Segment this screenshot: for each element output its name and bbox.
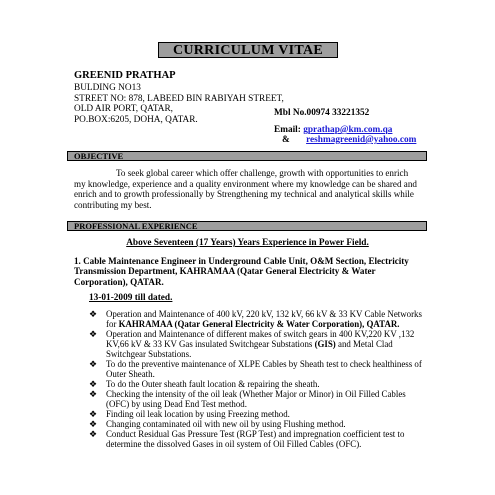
duties-list — [89, 309, 424, 449]
email-row-1 — [274, 125, 392, 135]
job-date: 13-01-2009 till dated. — [89, 293, 173, 303]
list-item — [89, 379, 424, 389]
objective-heading: OBJECTIVE — [67, 151, 427, 161]
bullet-8-text: Conduct Residual Gas Pressure Test (RGP Test) and impregnation coefficient test to determine the dissolved Gases in oil system of Oil Filled Cables (OFC). — [106, 429, 405, 449]
experience-heading: PROFESSIONAL EXPERIENCE — [67, 221, 427, 231]
applicant-name: GREENID PRATHAP — [74, 70, 176, 81]
job-title: 1. Cable Maintenance Engineer in Underground Cable Unit, O&M Section, Electricity Transmission Department, KAHRAMAA (Qatar General Electricity & Water Corporation), QATAR. — [74, 256, 409, 287]
email-row-2 — [282, 135, 416, 145]
bullet-6-text: Finding oil leak location by using Freezing method. — [106, 409, 290, 419]
address-line-2: STREET NO: 878, LABEED BIN RABIYAH STREET, — [74, 93, 284, 104]
list-item — [89, 359, 424, 379]
diamond-bullet-icon: ❖ — [89, 309, 98, 319]
mobile-number: Mbl No.00974 33221352 — [274, 108, 370, 118]
diamond-bullet-icon: ❖ — [89, 359, 98, 369]
diamond-bullet-icon: ❖ — [89, 409, 98, 419]
bullet-2-text: Operation and Maintenance of different makes of switch gears in 400 KV,220 KV ,132 KV,66 kV & 33 KV Gas insulated Switchgear Substations — [106, 329, 415, 349]
email-label: Email: — [274, 125, 301, 135]
address-line-3: OLD AIR PORT, QATAR, — [74, 104, 173, 114]
list-item — [89, 409, 424, 419]
diamond-bullet-icon: ❖ — [89, 389, 98, 399]
bullet-1-bold: KAHRAMAA (Qatar General Electricity & Water Corporation), QATAR. — [118, 319, 400, 329]
list-item — [89, 429, 424, 449]
diamond-bullet-icon: ❖ — [89, 429, 98, 439]
email-link-2[interactable]: reshmagreenid@yahoo.com — [306, 135, 417, 145]
bullet-1-text: Operation and Maintenance of 400 kV, 220 kV, 132 kV, 66 kV & 33 KV Cable Networks for — [106, 309, 422, 329]
bullet-4-text: To do the Outer sheath fault location & repairing the sheath. — [106, 379, 320, 389]
cv-title: CURRICULUM VITAE — [158, 42, 338, 58]
diamond-bullet-icon: ❖ — [89, 379, 98, 389]
bullet-2-tail: and Metal Clad Switchgear Substations. — [106, 339, 393, 359]
bullet-3-text: To do the preventive maintenance of XLPE Cables by Sheath test to check healthiness of Outer Sheath. — [106, 359, 422, 379]
address-line-1: BULDING NO13 — [74, 83, 141, 93]
email-link-1[interactable]: gprathap@km.com.qa — [303, 125, 393, 135]
address-line-4: PO.BOX:6205, DOHA, QATAR. — [74, 114, 198, 125]
bullet-5-text: Checking the intensity of the oil leak (Whether Major or Minor) in Oil Filled Cables (OFC) by using Dead End Test method. — [106, 389, 406, 409]
experience-summary-end: . — [366, 238, 369, 248]
bullet-7-text: Changing contaminated oil with new oil by using Flushing method. — [106, 419, 346, 429]
objective-text: To seek global career which offer challenge, growth with opportunities to enrich my knowledge, experience and a quality environment where my knowledge can be shared and enrich and to growth professionally by Strengthening my technical and analytical skills while contributing my best. — [74, 168, 417, 210]
list-item — [89, 329, 424, 359]
diamond-bullet-icon: ❖ — [89, 329, 98, 339]
experience-summary — [0, 238, 495, 248]
diamond-bullet-icon: ❖ — [89, 419, 98, 429]
email-ampersand: & — [282, 135, 290, 145]
experience-summary-text: Above Seventeen (17 Years) Years Experience in Power Field — [126, 238, 367, 248]
list-item — [89, 389, 424, 409]
list-item — [89, 309, 424, 329]
bullet-2-bold: (GIS) — [314, 339, 336, 349]
list-item — [89, 419, 424, 429]
